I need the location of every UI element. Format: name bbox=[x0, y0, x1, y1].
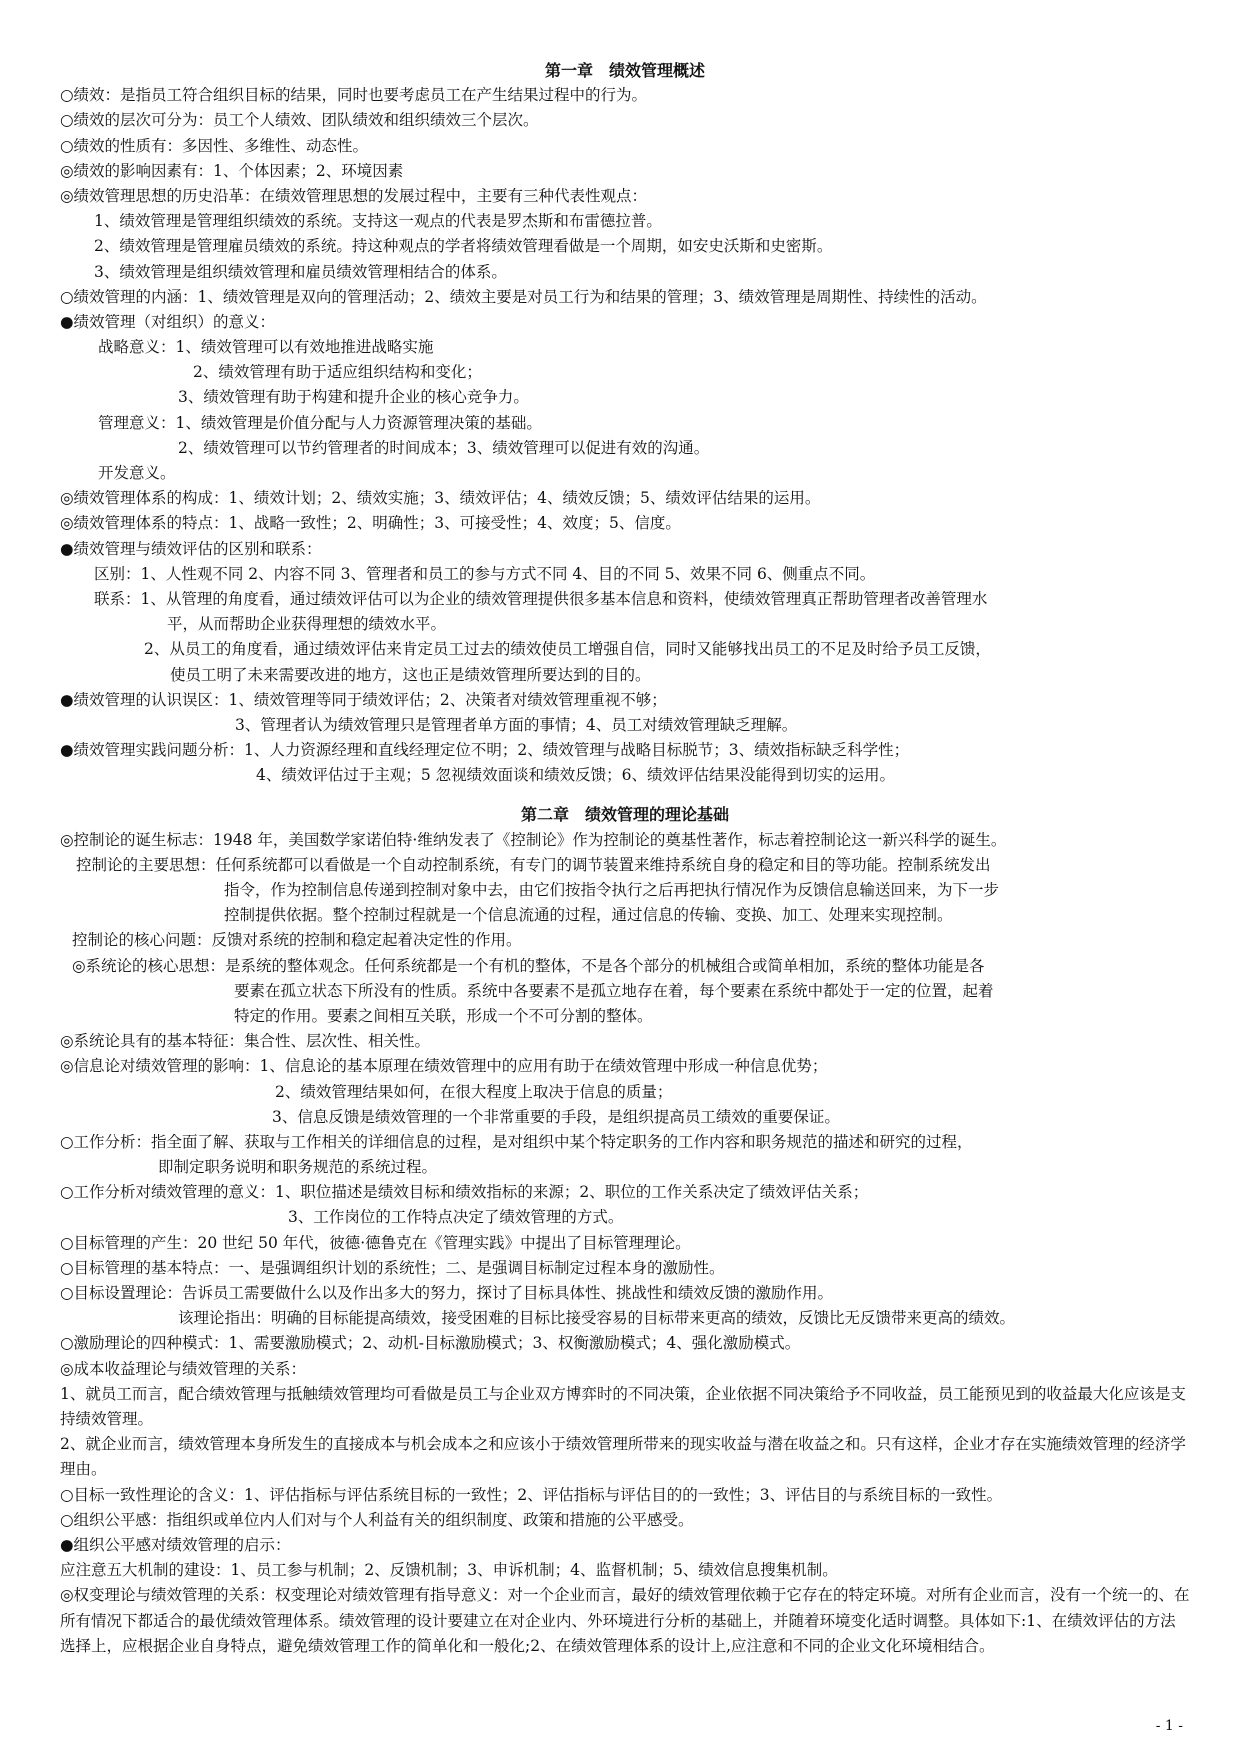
text-line: 控制论的主要思想：任何系统都可以看做是一个自动控制系统，有专门的调节装置来维持系统自身的稳定和目的等功能。控制系统发出 bbox=[76, 855, 991, 874]
text-line: 区别：1、人性观不同 2、内容不同 3、管理者和员工的参与方式不同 4、目的不同 5、效果不同 6、侧重点不同。 bbox=[94, 564, 876, 583]
text-line: 3、管理者认为绩效管理只是管理者单方面的事情；4、员工对绩效管理缺乏理解。 bbox=[235, 715, 798, 734]
text-line: ●组织公平感对绩效管理的启示： bbox=[60, 1535, 291, 1554]
paragraph-enterprise-view: 2、就企业而言，绩效管理本身所发生的直接成本与机会成本之和应该小于绩效管理所带来的现实收益与潜在收益之和。只有这样，企业才存在实施绩效管理的经济学理由。 bbox=[60, 1435, 1186, 1479]
text-line: ●绩效管理（对组织）的意义： bbox=[60, 312, 276, 331]
text-line: ●绩效管理与绩效评估的区别和联系： bbox=[60, 539, 322, 558]
text-line: 控制提供依据。整个控制过程就是一个信息流通的过程，通过信息的传输、变换、加工、处理来实现控制。 bbox=[224, 906, 953, 925]
text-line: 3、工作岗位的工作特点决定了绩效管理的方式。 bbox=[288, 1208, 624, 1227]
paragraph-contingency-theory: ◎权变理论与绩效管理的关系：权变理论对绩效管理有指导意义：对一个企业而言，最好的绩效管理依赖于它存在的特定环境。对所有企业而言，没有一个统一的、在所有情况下都适合的最优绩效管理体系。绩效管理的设计要建立在对企业内、外环境进行分析的基础上，并随着环境变化适时调整。具体如下:1、在绩效评估的方法选择上，应根据企业自身特点，避免绩效管理工作的简单化和一般化;2、在绩效管理体系的设计上,应注意和不同的企业文化环境相结合。 bbox=[60, 1586, 1190, 1655]
text-line: 控制论的核心问题：反馈对系统的控制和稳定起着决定性的作用。 bbox=[72, 931, 522, 950]
chapter-2-title: 第二章 绩效管理的理论基础 bbox=[520, 805, 729, 825]
text-line: ◎绩效管理体系的构成：1、绩效计划；2、绩效实施；3、绩效评估；4、绩效反馈；5、绩效评估结果的运用。 bbox=[60, 489, 821, 508]
text-line: ◎控制论的诞生标志：1948 年，美国数学家诺伯特·维纳发表了《控制论》作为控制论的奠基性著作，标志着控制论这一新兴科学的诞生。 bbox=[60, 830, 1007, 849]
text-line: 即制定职务说明和职务规范的系统过程。 bbox=[158, 1158, 438, 1177]
chapter-2-body bbox=[60, 828, 1190, 1382]
text-line: ○激励理论的四种模式：1、需要激励模式；2、动机-目标激励模式；3、权衡激励模式；4、强化激励模式。 bbox=[60, 1334, 801, 1353]
text-line: 应注意五大机制的建设：1、员工参与机制；2、反馈机制；3、申诉机制；4、监督机制；5、绩效信息搜集机制。 bbox=[60, 1561, 838, 1580]
text-line: 3、信息反馈是绩效管理的一个非常重要的手段，是组织提高员工绩效的重要保证。 bbox=[272, 1107, 840, 1126]
paragraph-employee-view: 1、就员工而言，配合绩效管理与抵触绩效管理均可看做是员工与企业双方博弈时的不同决策，企业依据不同决策给予不同收益，员工能预见到的收益最大化应该是支持绩效管理。 bbox=[60, 1384, 1186, 1428]
text-line: ○工作分析对绩效管理的意义：1、职位描述是绩效目标和绩效指标的来源；2、职位的工作关系决定了绩效评估关系； bbox=[60, 1183, 869, 1202]
text-line: ◎信息论对绩效管理的影响：1、信息论的基本原理在绩效管理中的应用有助于在绩效管理中形成一种信息优势； bbox=[60, 1057, 828, 1076]
text-line: 平，从而帮助企业获得理想的绩效水平。 bbox=[167, 615, 447, 634]
text-line: 战略意义：1、绩效管理可以有效地推进战略实施 bbox=[98, 338, 434, 357]
chapter-2-body-continued bbox=[60, 1483, 1190, 1584]
text-line: 2、绩效管理有助于适应组织结构和变化； bbox=[193, 363, 482, 382]
text-line: ○绩效管理的内涵：1、绩效管理是双向的管理活动；2、绩效主要是对员工行为和结果的管理；3、绩效管理是周期性、持续性的活动。 bbox=[60, 287, 987, 306]
text-line: ◎系统论的核心思想：是系统的整体观念。任何系统都是一个有机的整体，不是各个部分的机械组合或简单相加，系统的整体功能是各 bbox=[72, 956, 985, 975]
text-line: ○绩效的性质有：多因性、多维性、动态性。 bbox=[60, 136, 369, 155]
text-line: ○目标一致性理论的含义：1、评估指标与评估系统目标的一致性；2、评估指标与评估目的的一致性；3、评估目的与系统目标的一致性。 bbox=[60, 1485, 1003, 1504]
text-line: 开发意义。 bbox=[98, 464, 176, 482]
text-line: ○绩效：是指员工符合组织目标的结果，同时也要考虑员工在产生结果过程中的行为。 bbox=[60, 86, 648, 105]
text-line: 3、绩效管理是组织绩效管理和雇员绩效管理相结合的体系。 bbox=[94, 262, 507, 281]
text-line: 2、绩效管理结果如何，在很大程度上取决于信息的质量； bbox=[275, 1082, 673, 1101]
text-line: 1、绩效管理是管理组织绩效的系统。支持这一观点的代表是罗杰斯和布雷德拉普。 bbox=[94, 212, 662, 231]
text-line: 特定的作用。要素之间相互关联，形成一个不可分割的整体。 bbox=[234, 1006, 653, 1025]
text-line: ◎绩效管理思想的历史沿革：在绩效管理思想的发展过程中，主要有三种代表性观点： bbox=[60, 186, 648, 205]
page-number: - 1 - bbox=[1155, 1718, 1183, 1734]
text-line: ○目标设置理论：告诉员工需要做什么以及作出多大的努力，探讨了目标具体性、挑战性和绩效反馈的激励作用。 bbox=[60, 1284, 834, 1302]
text-line: ○目标管理的基本特点：一、是强调组织计划的系统性；二、是强调目标制定过程本身的激励性。 bbox=[60, 1258, 725, 1277]
chapter-1-body bbox=[60, 83, 1190, 788]
text-line: ○绩效的层次可分为：员工个人绩效、团队绩效和组织绩效三个层次。 bbox=[60, 111, 539, 130]
text-line: ○组织公平感：指组织或单位内人们对与个人利益有关的组织制度、政策和措施的公平感受。 bbox=[60, 1510, 694, 1529]
text-line: ○工作分析：指全面了解、获取与工作相关的详细信息的过程，是对组织中某个特定职务的工作内容和职务规范的描述和研究的过程， bbox=[60, 1132, 973, 1151]
text-line: 2、从员工的角度看，通过绩效评估来肯定员工过去的绩效使员工增强自信，同时又能够找出员工的不足及时给予员工反馈， bbox=[144, 640, 991, 659]
chapter-1-title: 第一章 绩效管理概述 bbox=[544, 61, 705, 80]
text-line: ●绩效管理的认识误区：1、绩效管理等同于绩效评估；2、决策者对绩效管理重视不够； bbox=[60, 690, 667, 709]
text-line: ◎绩效的影响因素有：1、个体因素；2、环境因素 bbox=[60, 161, 404, 180]
text-line: ◎系统论具有的基本特征：集合性、层次性、相关性。 bbox=[60, 1032, 431, 1051]
text-line: 该理论指出：明确的目标能提高绩效，接受困难的目标比接受容易的目标带来更高的绩效，反馈比无反馈带来更高的绩效。 bbox=[178, 1309, 1016, 1328]
text-line: ○目标管理的产生：20 世纪 50 年代，彼德·德鲁克在《管理实践》中提出了目标管理理论。 bbox=[60, 1233, 691, 1252]
document-page bbox=[60, 58, 1190, 1659]
text-line: ◎成本收益理论与绩效管理的关系： bbox=[60, 1359, 307, 1378]
text-line: 要素在孤立状态下所没有的性质。系统中各要素不是孤立地存在着，每个要素在系统中都处于一定的位置，起着 bbox=[234, 981, 994, 1000]
text-line: ●绩效管理实践问题分析：1、人力资源经理和直线经理定位不明；2、绩效管理与战略目标脱节；3、绩效指标缺乏科学性； bbox=[60, 741, 910, 760]
text-line: 2、绩效管理可以节约管理者的时间成本；3、绩效管理可以促进有效的沟通。 bbox=[178, 438, 710, 457]
text-line: ◎绩效管理体系的特点：1、战略一致性；2、明确性；3、可接受性；4、效度；5、信度。 bbox=[60, 514, 681, 533]
text-line: 管理意义：1、绩效管理是价值分配与人力资源管理决策的基础。 bbox=[98, 413, 542, 432]
section-gap bbox=[60, 788, 1190, 802]
text-line: 指令，作为控制信息传递到控制对象中去，由它们按指令执行之后再把执行情况作为反馈信息输送回来，为下一步 bbox=[224, 881, 1000, 899]
text-line: 联系：1、从管理的角度看，通过绩效评估可以为企业的绩效管理提供很多基本信息和资料，使绩效管理真正帮助管理者改善管理水 bbox=[94, 589, 988, 608]
text-line: 3、绩效管理有助于构建和提升企业的核心竞争力。 bbox=[178, 388, 529, 407]
text-line: 2、绩效管理是管理雇员绩效的系统。持这种观点的学者将绩效管理看做是一个周期，如安史沃斯和史密斯。 bbox=[94, 237, 833, 256]
text-line: 使员工明了未来需要改进的地方，这也正是绩效管理所要达到的目的。 bbox=[170, 665, 651, 684]
text-line: 4、绩效评估过于主观；5 忽视绩效面谈和绩效反馈；6、绩效评估结果没能得到切实的运用。 bbox=[256, 766, 896, 785]
